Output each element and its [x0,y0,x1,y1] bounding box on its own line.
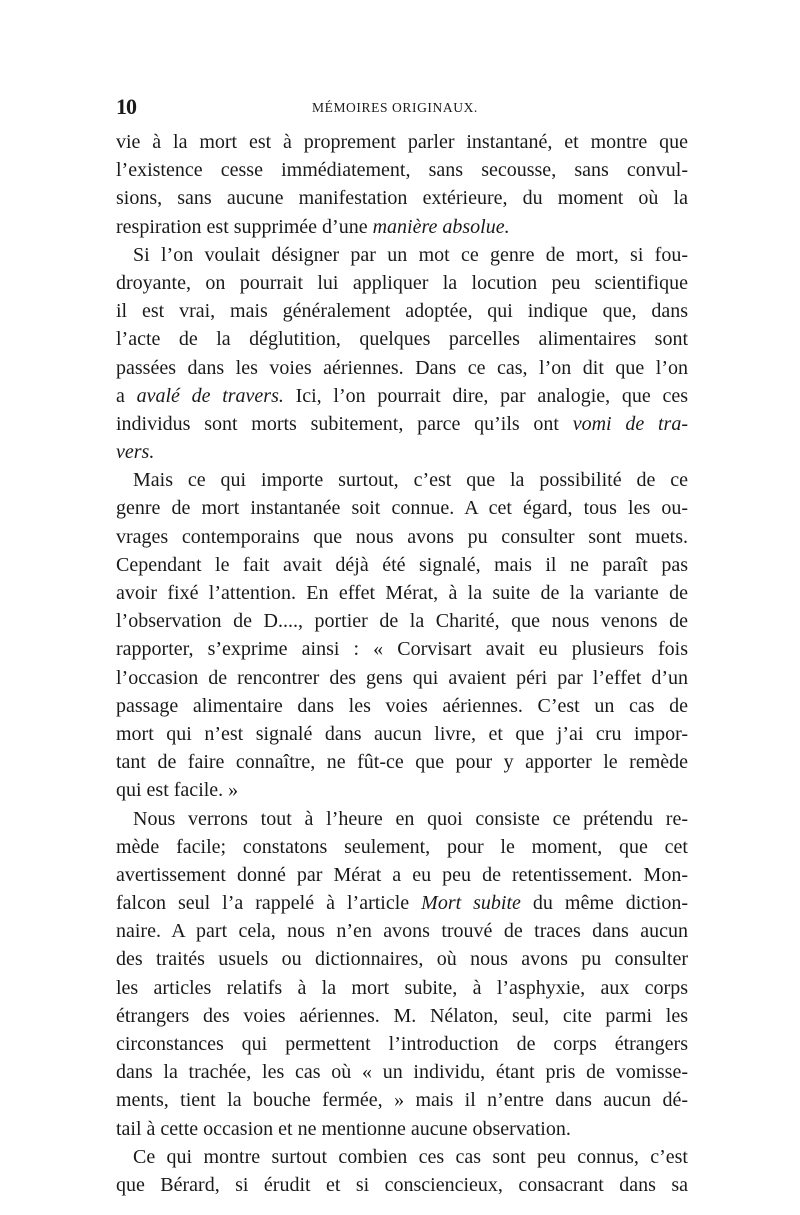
text-line [116,805,688,833]
text-run: respiration est supprimée d’une [116,215,373,238]
text-run: il est vrai, mais généralement adoptée, qui indique que, dans [116,300,688,323]
page-number: 10 [116,94,136,119]
text-line [116,917,688,945]
text-run: naire. A part cela, nous n’en avons trouvé de traces dans aucun [116,920,688,943]
italic-run: vers. [116,441,155,464]
text-run: rapporter, s’exprime ainsi : « Corvisart avait eu plusieurs fois [116,638,688,661]
text-run: l’existence cesse immédiatement, sans secousse, sans convul- [116,159,688,182]
text-line [116,1171,688,1199]
text-line [116,1002,688,1030]
text-run: mort qui n’est signalé dans aucun livre, et que j’ai cru impor- [116,722,688,745]
text-line [116,297,688,325]
text-line [116,156,688,184]
text-run: vie à la mort est à proprement parler instantané, et montre que [116,131,688,153]
text-line [116,1115,688,1143]
text-run: passées dans les voies aériennes. Dans ce cas, l’on dit que l’on [116,356,688,379]
text-line [116,269,688,297]
text-line [116,382,688,410]
text-run: tail à cette occasion et ne mentionne aucune observation. [116,1117,571,1140]
text-run: sions, sans aucune manifestation extérieure, du moment où la [116,187,688,210]
text-line [116,861,688,889]
text-run: que Bérard, si érudit et si consciencieux, consacrant dans sa [116,1173,688,1196]
text-line [116,466,688,494]
italic-run: avalé de travers. [136,384,284,407]
text-run: falcon seul l’a rappelé à l’article [116,892,422,915]
text-line [116,692,688,720]
text-run: individus sont morts subitement, parce qu’ils ont [116,412,573,435]
text-run: l’occasion de rencontrer des gens qui avaient péri par l’effet d’un [116,666,688,689]
text-run: Si l’on voulait désigner par un mot ce genre de mort, si fou- [133,243,688,266]
text-line [116,579,688,607]
text-run: qui est facile. » [116,779,239,802]
text-run: des traités usuels ou dictionnaires, où nous avons pu consulter [116,948,688,971]
text-line [116,776,688,804]
text-run: étrangers des voies aériennes. M. Nélaton, seul, cite parmi les [116,1004,688,1027]
text-run: l’acte de la déglutition, quelques parcelles alimentaires sont [116,328,688,351]
text-line [116,1058,688,1086]
text-line [116,748,688,776]
text-run: Ce qui montre surtout combien ces cas sont peu connus, c’est [133,1145,688,1168]
text-line [116,833,688,861]
text-line [116,551,688,579]
text-line [116,410,688,438]
italic-run: Mort subite [421,892,521,915]
text-run: passage alimentaire dans les voies aériennes. C’est un cas de [116,694,688,717]
text-run: Mais ce qui importe surtout, c’est que la possibilité de ce [133,469,688,492]
text-line [116,325,688,353]
text-line [116,128,688,156]
body-text [116,128,688,1199]
text-run: vrages contemporains que nous avons pu consulter sont muets. [116,525,688,548]
text-line [116,945,688,973]
text-run: dans la trachée, les cas où « un individu, étant pris de vomisse- [116,1061,688,1084]
text-run: ments, tient la bouche fermée, » mais il n’entre dans aucun dé- [116,1089,688,1112]
italic-run: vomi de tra- [572,412,688,435]
running-head: MÉMOIRES ORIGINAUX. [312,100,478,115]
text-run: mède facile; constatons seulement, pour le moment, que cet [116,835,688,858]
text-run: l’observation de D...., portier de la Charité, que nous venons de [116,610,688,633]
text-run: circonstances qui permettent l’introduction de corps étrangers [116,1033,688,1055]
page-header [116,94,684,124]
text-line [116,523,688,551]
text-line [116,607,688,635]
text-run: Nous verrons tout à l’heure en quoi consiste ce prétendu re- [133,807,688,830]
text-line [116,354,688,382]
text-line [116,720,688,748]
text-run: Cependant le fait avait déjà été signalé, mais il ne paraît pas [116,553,688,576]
text-line [116,974,688,1002]
text-line [116,1086,688,1114]
italic-run: manière absolue. [372,215,510,238]
text-line [116,184,688,212]
text-run: a [116,384,137,407]
text-line [116,241,688,269]
text-run: tant de faire connaître, ne fût-ce que pour y apporter le remède [116,751,688,774]
text-line [116,213,688,241]
text-run: avoir fixé l’attention. En effet Mérat, à la suite de la variante de [116,582,688,604]
text-line [116,1143,688,1171]
text-line [116,635,688,663]
text-run: les articles relatifs à la mort subite, à l’asphyxie, aux corps [116,976,688,999]
text-run: du même diction- [520,892,688,915]
text-line [116,438,688,466]
text-line [116,664,688,692]
text-line [116,1030,688,1058]
text-run: genre de mort instantanée soit connue. A cet égard, tous les ou- [116,497,688,520]
text-run: droyante, on pourrait lui appliquer la locution peu scientifique [116,271,688,294]
text-run: Ici, l’on pourrait dire, par analogie, que ces [283,384,688,407]
text-run: avertissement donné par Mérat a eu peu de retentissement. Mon- [116,863,688,886]
text-line [116,494,688,522]
text-line [116,889,688,917]
